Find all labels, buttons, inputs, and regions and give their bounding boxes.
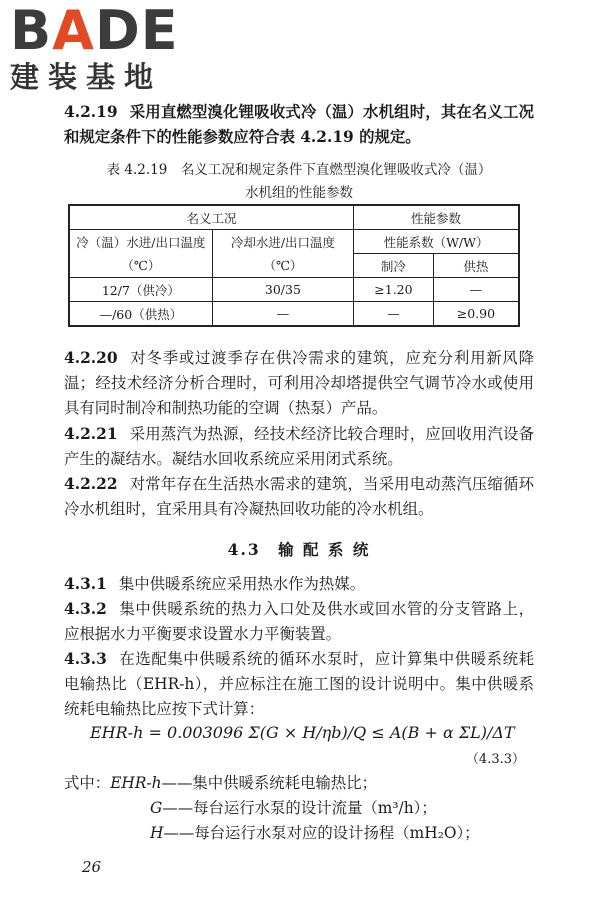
col-cop: 性能系数（W/W） <box>354 230 519 254</box>
table-caption: 表 4.2.19 名义工况和规定条件下直燃型溴化锂吸收式冷（温） 水机组的性能参数 <box>106 162 492 201</box>
clause-4-3-1: 4.3.1 集中供暖系统应采用热水作为热媒。 <box>64 575 366 593</box>
ehr-formula: EHR-h = 0.003096 Σ(G × H/ηb)/Q ≤ A(B + α ΣL)/ΔT <box>90 723 515 742</box>
definition-g: G——每台运行水泵的设计流量（m³/h）； <box>150 799 437 817</box>
clause-4-2-21: 4.2.21 采用蒸汽为热源，经技术经济比较合理时，应回收用汽设备产生的凝结水。凝结水回收系统应采用闭式系统。 <box>64 425 534 468</box>
col-chilled-water: 冷（温）水进/出口温度 （℃） <box>69 230 212 278</box>
clause-4-3-2: 4.3.2 集中供暖系统的热力入口处及供水或回水管的分支管路上，应根据水力平衡要求设置水力平衡装置。 <box>64 600 534 643</box>
clause-4-2-19: 4.2.19 采用直燃型溴化锂吸收式冷（温）水机组时，其在名义工况和规定条件下的性能参数应符合表 4.2.19 的规定。 <box>64 103 534 146</box>
page-number: 26 <box>82 858 102 876</box>
table-row: —/60（供热） — — ≥0.90 <box>69 302 519 327</box>
header-performance: 性能参数 <box>354 205 519 230</box>
col-cooling-water: 冷却水进/出口温度 （℃） <box>212 230 353 278</box>
logo-subtitle: 建装基地 <box>10 60 163 94</box>
logo-brand: BADE <box>10 0 179 62</box>
bade-logo <box>10 0 180 96</box>
header-nominal: 名义工况 <box>69 205 354 230</box>
performance-table <box>68 204 520 327</box>
col-cooling: 制冷 <box>354 254 434 278</box>
section-title: 4.3 输 配 系 统 <box>227 540 371 559</box>
col-heating: 供热 <box>433 254 519 278</box>
definition-intro: 式中：EHR-h——集中供暖系统耗电输热比； <box>64 774 378 792</box>
table-row: 12/7（供冷） 30/35 ≥1.20 — <box>69 278 519 302</box>
formula-number: （4.3.3） <box>465 752 525 767</box>
clause-4-2-20: 4.2.20 对冬季或过渡季存在供冷需求的建筑，应充分利用新风降温；经技术经济分析合理时，可利用冷却塔提供空气调节冷水或使用具有同时制冷和制热功能的空调（热泵）产品。 <box>64 349 534 417</box>
clause-4-2-22: 4.2.22 对常年存在生活热水需求的建筑，当采用电动蒸汽压缩循环冷水机组时，宜采用具有冷凝热回收功能的冷水机组。 <box>64 475 534 518</box>
clause-4-3-3: 4.3.3 在选配集中供暖系统的循环水泵时，应计算集中供暖系统耗电输热比（EHR-h），并应标注在施工图的设计说明中。集中供暖系统耗电输热比应按下式计算： <box>64 650 534 718</box>
definition-h: H——每台运行水泵对应的设计扬程（mH₂O）； <box>150 824 480 842</box>
